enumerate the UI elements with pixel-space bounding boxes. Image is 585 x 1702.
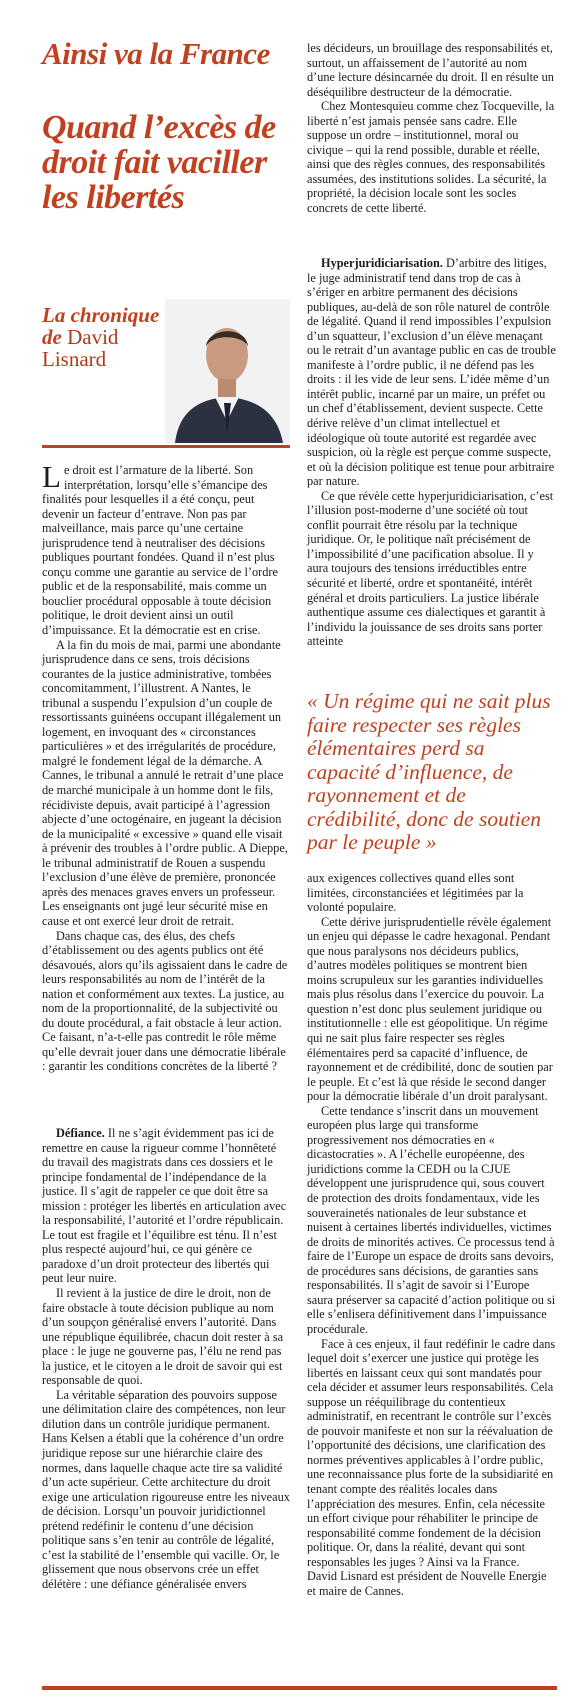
paragraph: Cette dérive jurisprudentielle révèle également un enjeu qui dépasse le cadre hexagonal. Pendant que nous paralysons nos décideurs publics, d’autres modèles politiques se montrent bien moins scrupuleux sur les garanties individuelles mais plus résolus dans l’exercice du pouvoir. La question n’est donc plus seulement juridique ou institutionnelle : elle est géopolitique. Un régime qui ne sait plus faire respecter ses règles élémentaires perd sa capacité d’influence, de rayonnement et de crédibilité, donc de soutien par le peuple. Et c’est là que réside le second danger pour la démocratie libérale d’un droit paralysant. [307,914,553,1104]
section-keyword: Défiance. [56,1126,105,1140]
paragraph: Chez Montesquieu comme chez Tocqueville, la liberté n’est jamais pensée sans cadre. Elle suppose un ordre – institutionnel, moral ou civique – qui la rend possible, durable et réelle, ainsi que des règles connues, des responsabilités assumées, des institutions solides. La sécurité, la propriété, la décision locale sont les socles concrets de cette liberté. [307,99,555,216]
paragraph: D’arbitre des litiges, le juge administratif tend dans trop de cas à s’ériger en arbitre permanent des décisions publiques, au-delà de son rôle naturel de contrôle de légalité. Quand il rend impossibles l’expulsion d’un squatteur, l’exclusion d’un élève menaçant ou le retrait d’un avantage public en cas de trouble manifeste à l’ordre public, il ne défend pas les droits : il les vide de leur sens. L’idée même d’un intérêt public, incarné par un maire, un préfet ou un chef d’établissement, devient suspecte. Cette dérive relève d’un climat intellectuel et idéologique où toute autorité est regardée avec suspicion, où la règle est perçue comme suspecte, et où la décision politique est tenue pour arbitraire par nature. [307,256,556,489]
title-rule [42,445,290,448]
footer-rule [42,1686,557,1690]
paragraph: Il revient à la justice de dire le droit, non de faire obstacle à toute décision publique au nom d’un soupçon généralisé envers l’autorité. Dans une république équilibrée, chacun doit rester à sa place : le juge ne gouverne pas, l’élu ne rend pas la justice, et le citoyen a le droit de savoir qui est responsable de quoi. [42,1286,284,1388]
paragraph: les décideurs, un brouillage des responsabilités et, surtout, un affaissement de l’autorité au nom d’une lecture désincarnée du droit. Il en résulte un déséquilibre destructeur de la démocratie. [307,41,554,99]
paragraph: Ce que révèle cette hyperjuridiciarisation, c’est l’illusion post-moderne d’une société où tout conflit pourrait être résolu par la technique juridique. Or, le politique naît précisément de l’impossibilité d’une pacification absolue. Il y aura toujours des tensions irréductibles entre sécurité et liberté, ordre et spontanéité, intérêt général et droits particuliers. La justice libérale authentique assume ces dialectiques et garantit à l’individu la jouissance de ses droits sans porter atteinte [307,488,554,649]
rubrique-title: Ainsi va la France [42,36,270,71]
paragraph: Cette tendance s’inscrit dans un mouvement européen plus large qui transforme progressivement nos démocraties en « dicastocraties ». A l’échelle européenne, des juridictions comme la CEDH ou la CJUE développent une jurisprudence qui, sous couvert de protection des droits fondamentaux, vide les souverainetés nationales de leur substance et nuisent à certaines libertés individuelles, victimes de droits de minorités actives. Ce processus tend à faire de l’Europe un espace de droits sans devoirs, de procédures sans décisions, de garanties sans responsabilités. Il s’agit de savoir si l’Europe saura préserver sa capacité d’action politique ou si elle s’enlisera définitivement dans l’impuissance procédurale. [307,1103,556,1336]
paragraph: aux exigences collectives quand elles sont limitées, circonstanciées et légitimées par la volonté populaire. [307,871,524,915]
portrait-illustration-icon [165,299,290,443]
article-section-hyper [307,256,557,649]
pull-quote: « Un régime qui ne sait plus faire respecter ses règles élémentaires perd sa capacité d’influence, de rayonnement et de crédibilité, donc de soutien par le peuple » [307,689,551,854]
drop-cap: L [42,459,61,494]
section-keyword: Hyperjuridiciarisation. [321,256,443,270]
paragraph: Dans chaque cas, des élus, des chefs d’établissement ou des agents publics ont été désavoués, alors qu’ils agissaient dans le cadre de leurs responsabilités au nom de l’intérêt de la nation et conformément aux textes. La justice, au nom de la proportionnalité, de la subjectivité ou du doute procédural, a fait obstacle à leur action. Ce faisant, n’a-t-elle pas contredit le rôle même qu’elle devrait jouer dans une démocratie libérale : garantir les conditions concrètes de la liberté ? [42,928,288,1074]
paragraph: Il ne s’agit évidemment pas ici de remettre en cause la rigueur comme l’honnêteté du travail des magistrats dans ces dossiers et le principe fondamental de l’indépendance de la justice. Il s’agit de rappeler ce que doit être sa mission : protéger les libertés en articulation avec la responsabilité, l’autorité et l’ordre républicain. Le tout est fragile et l’équilibre est ténu. Il n’est plus respecté aujourd’hui, ce qui génère ce paradoxe d’un droit protecteur des libertés qui peut leur nuire. [42,1126,287,1286]
author-signature: David Lisnard est président de Nouvelle Energie et maire de Cannes. [307,1569,547,1598]
article-lead [42,459,290,1074]
author-portrait [165,299,290,443]
chronique-label: La chronique de [42,303,160,349]
paragraph: Face à ces enjeux, il faut redéfinir le cadre dans lequel doit s’exercer une justice qui protège les libertés en laissant ceux qui sont mandatés pour cela décider et assumer leurs responsabilités. Cela suppose un rééquilibrage du contentieux administratif, en recentrant le contrôle sur l’excès de pouvoir manifeste et non sur la réévaluation de l’opportunité des décisions, une clarification des normes préventives applicables à l’ordre public, une reconnaissance plus forte de la subsidiarité en tenant compte des réalités locales dans l’appréciation des mesures. Enfin, cela nécessite un effort civique pour réhabiliter le principe de responsabilité comme fondement de la décision politique. Or, dans la réalité, devant qui sont responsables les juges ? Ainsi va la France. [307,1336,556,1569]
lead-paragraph: e droit est l’armature de la liberté. Son interprétation, lorsqu’elle s’émancipe des finalités pour lesquelles il a été conçu, peut devenir un facteur d’entrave. Non pas par malveillance, mais parce qu’une certaine jurisprudence tend à neutraliser des décisions publiques pourtant fondées. Quand il n’est plus conçu comme une garantie au service de l’ordre public et de la responsabilité, mais comme un bouclier procédural opposable à toute décision politique, le droit devient ainsi un outil d’impuissance. Et la démocratie est en crise. [42,463,278,638]
byline [42,304,172,370]
article-section-defiance [42,1126,290,1592]
paragraph: A la fin du mois de mai, parmi une abondante jurisprudence dans ce sens, trois décisions courantes de la justice administrative, tombées concomitamment, l’illustrent. A Nantes, le tribunal a suspendu l’expulsion d’un couple de ressortissants guinéens occupant illégalement un logement, en invoquant des « circonstances particulières » et des irrégularités de procédure, malgré le fondement légal de la démarche. A Cannes, le tribunal a annulé le retrait d’une place de marché municipale à un homme dont le fils, récidiviste depuis, avait participé à l’agression abjecte d’une octogénaire, en jugeant la décision de la municipalité « excessive » quand elle visait à prévenir des troubles à l’ordre public. A Dieppe, le tribunal administratif de Rouen a suspendu l’exclusion d’une élève de première, prononcée après des menaces graves envers un professeur. Les enseignants ont jugé leur sécurité mise en cause et ont exercé leur droit de retrait. [42,637,288,928]
author-name: David Lisnard [42,325,119,371]
article-continued [307,41,557,216]
article-conclusion [307,871,557,1598]
paragraph: La véritable séparation des pouvoirs suppose une délimitation claire des compétences, non leur dilution dans un contrôle juridique permanent. Hans Kelsen a établi que la cohérence d’un ordre juridique repose sur une hiérarchie claire des normes, dans laquelle chaque acte tire sa validité d’un acte supérieur. Cette architecture du droit exige une articulation rigoureuse entre les niveaux de décision. Lorsqu’un pouvoir juridictionnel prétend redéfinir le contenu d’une décision politique sans s’en tenir au contrôle de légalité, c’est la stabilité de l’ensemble qui vacille. Or, le glissement que nous observons crée un effet délétère : une défiance généralisée envers [42,1387,290,1591]
headline: Quand l’excès de droit fait vaciller les libertés [42,109,276,216]
